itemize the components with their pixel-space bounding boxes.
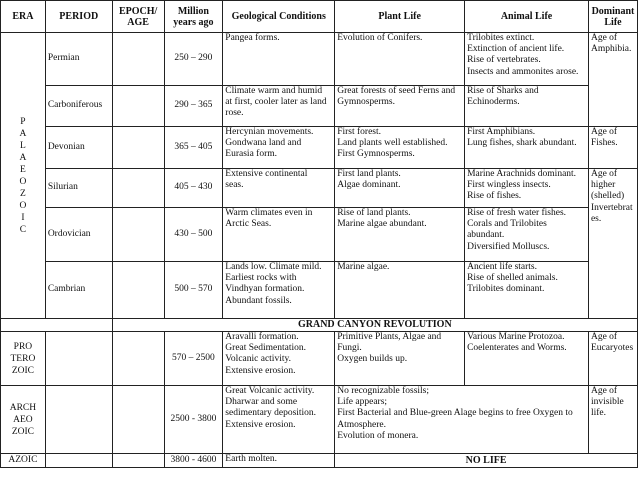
header-geological-conditions: Geological Conditions	[223, 1, 335, 33]
header-dominant-life	[588, 1, 637, 33]
geo-line: Great Volcanic activity.	[225, 386, 315, 396]
geo-line: Earliest rocks with	[225, 273, 297, 284]
geo-line: Aravalli formation.	[225, 332, 299, 342]
header-plant-life: Plant Life	[335, 1, 465, 33]
era-line: PRO	[13, 341, 33, 352]
animal-line: Trilobites dominant.	[467, 284, 545, 295]
animal-life	[465, 332, 589, 386]
era-line: ARCH	[9, 402, 37, 413]
period-name: Carboniferous	[45, 86, 112, 127]
epoch-cell	[112, 386, 164, 454]
plant-life	[335, 208, 465, 262]
epoch-cell	[112, 169, 164, 208]
geo-line: Abundant fossils.	[225, 295, 292, 306]
header-dominant-line: Dominant	[591, 5, 635, 17]
era-letter: A	[19, 128, 27, 139]
animal-line: Insects and ammonites arose.	[467, 66, 579, 77]
era-letter: C	[19, 224, 27, 235]
epoch-cell	[112, 208, 164, 262]
animal-line: abundant.	[467, 230, 505, 241]
animal-life	[465, 169, 589, 208]
geological-conditions	[223, 332, 335, 386]
plant-line: Primitive Plants, Algae and	[337, 332, 442, 342]
plant-life	[335, 86, 465, 127]
animal-line: Corals and Trilobites	[467, 219, 547, 230]
plant-line: Rise of land plants.	[337, 208, 411, 218]
plant-line: Fungi.	[337, 343, 362, 354]
dominant-line: life.	[590, 408, 607, 419]
plant-line: Oxygen builds up.	[337, 354, 408, 365]
epoch-cell	[112, 33, 164, 86]
header-epoch	[112, 1, 164, 33]
plant-life	[335, 262, 465, 319]
dominant-life	[588, 33, 637, 127]
period-row-ordovician	[1, 208, 638, 262]
period-name: Permian	[45, 33, 112, 86]
epoch-cell	[112, 454, 164, 468]
geo-line: sedimentary deposition.	[225, 408, 317, 419]
epoch-cell	[112, 127, 164, 169]
animal-line: Rise of Sharks and	[467, 86, 539, 96]
era-azoic: AZOIC	[1, 454, 46, 468]
header-million-line: years ago	[173, 16, 214, 28]
period-name	[45, 332, 112, 386]
period-name: Devonian	[45, 127, 112, 169]
era-letter: O	[19, 176, 27, 187]
animal-life	[465, 127, 589, 169]
animal-life	[465, 208, 589, 262]
geological-conditions	[223, 33, 335, 86]
geo-line: Pangea forms.	[225, 33, 280, 43]
million-years: 570 – 2500	[164, 332, 223, 386]
plant-line: Algae dominant.	[337, 180, 401, 191]
epoch-cell	[112, 262, 164, 319]
era-line: TERO	[10, 353, 36, 364]
geo-line: rose.	[225, 108, 244, 119]
plant-line: Gymnosperms.	[337, 97, 395, 108]
period-row-permian	[1, 33, 638, 86]
animal-life	[465, 262, 589, 319]
era-line: AEO	[13, 414, 33, 425]
geo-line: Extensive continental	[225, 169, 308, 179]
plant-life	[335, 127, 465, 169]
million-years: 2500 - 3800	[164, 386, 223, 454]
plant-line: Marine algae.	[337, 262, 390, 272]
header-era: ERA	[1, 1, 46, 33]
geo-line: Extensive erosion.	[225, 365, 296, 376]
era-letter: Z	[20, 188, 26, 199]
dominant-line: Eucaryotes	[590, 343, 634, 354]
geo-line: Volcanic activity.	[225, 354, 291, 365]
plant-life	[335, 332, 465, 386]
dominant-line: Age of	[590, 386, 618, 396]
geo-line: Vindhyan formation.	[225, 284, 305, 295]
animal-line: Ancient life starts.	[467, 262, 538, 272]
grand-canyon-banner: GRAND CANYON REVOLUTION	[112, 319, 637, 332]
header-million-line: Million	[177, 5, 209, 17]
animal-line: Rise of shelled animals.	[467, 273, 558, 284]
dominant-line: Age of	[590, 33, 618, 43]
no-life-label: NO LIFE	[335, 454, 638, 468]
animal-line: First Amphibians.	[467, 127, 536, 137]
period-row-devonian	[1, 127, 638, 169]
plant-line: Marine algae abundant.	[337, 219, 427, 230]
life-line: Atmosphere.	[337, 419, 387, 430]
geo-line: at first, cooler later as land	[225, 97, 327, 108]
era-letter: O	[19, 200, 27, 211]
life-line: Life appears;	[337, 397, 388, 408]
period-name	[45, 386, 112, 454]
dominant-line: higher	[590, 180, 616, 191]
era-proterozoic	[1, 332, 46, 386]
dominant-life	[588, 127, 637, 169]
geological-conditions	[223, 208, 335, 262]
geo-line: Hercynian movements.	[225, 127, 314, 137]
plant-line: Evolution of Conifers.	[337, 33, 423, 43]
period-row-silurian	[1, 169, 638, 208]
dominant-line: Amphibia.	[590, 44, 632, 55]
animal-line: Rise of fishes.	[467, 191, 522, 202]
geological-conditions: Earth molten.	[223, 454, 335, 468]
animal-line: Marine Arachnids dominant.	[467, 169, 577, 179]
epoch-cell	[112, 332, 164, 386]
million-years: 3800 - 4600	[164, 454, 223, 468]
life-line: No recognizable fossils;	[337, 386, 430, 396]
era-archaeozoic	[1, 386, 46, 454]
era-letter: E	[20, 164, 26, 175]
banner-row	[1, 319, 638, 332]
geo-line: Eurasia form.	[225, 149, 277, 160]
dominant-life	[588, 332, 637, 386]
million-years: 430 – 500	[164, 208, 223, 262]
header-dominant-line: Life	[604, 16, 622, 28]
geological-conditions	[223, 169, 335, 208]
geo-line: Great Sedimentation.	[225, 343, 307, 354]
geo-line: Gondwana land and	[225, 138, 302, 149]
life-line: Evolution of monera.	[337, 430, 419, 441]
geo-line: Climate warm and humid	[225, 86, 323, 96]
geological-conditions	[223, 262, 335, 319]
animal-line: Rise of fresh water fishes.	[467, 208, 567, 218]
header-million-years	[164, 1, 223, 33]
era-letter: L	[20, 140, 26, 151]
era-row-azoic	[1, 454, 638, 468]
header-epoch-line: EPOCH/	[118, 5, 158, 17]
plant-life	[335, 169, 465, 208]
million-years: 500 – 570	[164, 262, 223, 319]
period-name: Ordovician	[45, 208, 112, 262]
header-row	[1, 1, 638, 33]
period-name: Silurian	[45, 169, 112, 208]
geo-line: Extensive erosion.	[225, 419, 296, 430]
geological-conditions	[223, 86, 335, 127]
geo-line: Dharwar and some	[225, 397, 298, 408]
header-period: PERIOD	[45, 1, 112, 33]
geo-line: seas.	[225, 180, 244, 191]
plant-animal-life	[335, 386, 589, 454]
animal-line: Coelenterates and Worms.	[467, 343, 567, 354]
period-row-carboniferous	[1, 86, 638, 127]
million-years: 250 – 290	[164, 33, 223, 86]
plant-line: First land plants.	[337, 169, 401, 179]
dominant-life	[588, 169, 637, 319]
plant-line: Land plants well established.	[337, 138, 448, 149]
banner-left-blank	[1, 319, 113, 332]
era-line: ZOIC	[11, 426, 34, 437]
million-years: 290 – 365	[164, 86, 223, 127]
animal-line: Lung fishes, shark abundant.	[467, 138, 577, 149]
geo-line: Lands low. Climate mild.	[225, 262, 322, 272]
dominant-line: Age of	[590, 127, 618, 137]
animal-line: Extinction of ancient life.	[467, 44, 565, 55]
header-animal-life: Animal Life	[465, 1, 589, 33]
dominant-line: Fishes.	[590, 138, 618, 149]
epoch-cell	[112, 86, 164, 127]
animal-line: Diversified Molluscs.	[467, 241, 550, 252]
dominant-line: (shelled)	[590, 191, 625, 202]
plant-life	[335, 33, 465, 86]
geological-conditions	[223, 127, 335, 169]
plant-line: First Gymnosperms.	[337, 149, 415, 160]
dominant-line: es.	[590, 213, 602, 224]
period-name: Cambrian	[45, 262, 112, 319]
plant-line: Great forests of seed Ferns and	[337, 86, 456, 96]
animal-life	[465, 33, 589, 86]
dominant-life	[588, 386, 637, 454]
era-line: ZOIC	[11, 365, 34, 376]
header-epoch-line: AGE	[127, 16, 149, 28]
life-line: First Bacterial and Blue-green Alage begins to free Oxygen to	[337, 408, 573, 419]
era-row-proterozoic	[1, 332, 638, 386]
dominant-line: Invertebrat	[590, 202, 633, 213]
era-palaeozoic	[1, 33, 46, 319]
animal-line: Trilobites extinct.	[467, 33, 535, 43]
geo-line: Arctic Seas.	[225, 219, 272, 230]
million-years: 365 – 405	[164, 127, 223, 169]
animal-line: Various Marine Protozoa.	[467, 332, 565, 342]
animal-line: Echinoderms.	[467, 97, 520, 108]
dominant-line: Age of	[590, 169, 618, 179]
million-years: 405 – 430	[164, 169, 223, 208]
era-row-archaeozoic	[1, 386, 638, 454]
geo-line: Warm climates even in	[225, 208, 313, 218]
geological-conditions	[223, 386, 335, 454]
dominant-line: invisible	[590, 397, 624, 408]
plant-line: First forest.	[337, 127, 382, 137]
animal-line: First wingless insects.	[467, 180, 551, 191]
dominant-line: Age of	[590, 332, 618, 342]
animal-line: Rise of vertebrates.	[467, 55, 541, 66]
era-letter: A	[19, 152, 27, 163]
period-row-cambrian	[1, 262, 638, 319]
era-letter: I	[21, 212, 25, 223]
era-letter: P	[20, 116, 26, 127]
animal-life	[465, 86, 589, 127]
period-name	[45, 454, 112, 468]
